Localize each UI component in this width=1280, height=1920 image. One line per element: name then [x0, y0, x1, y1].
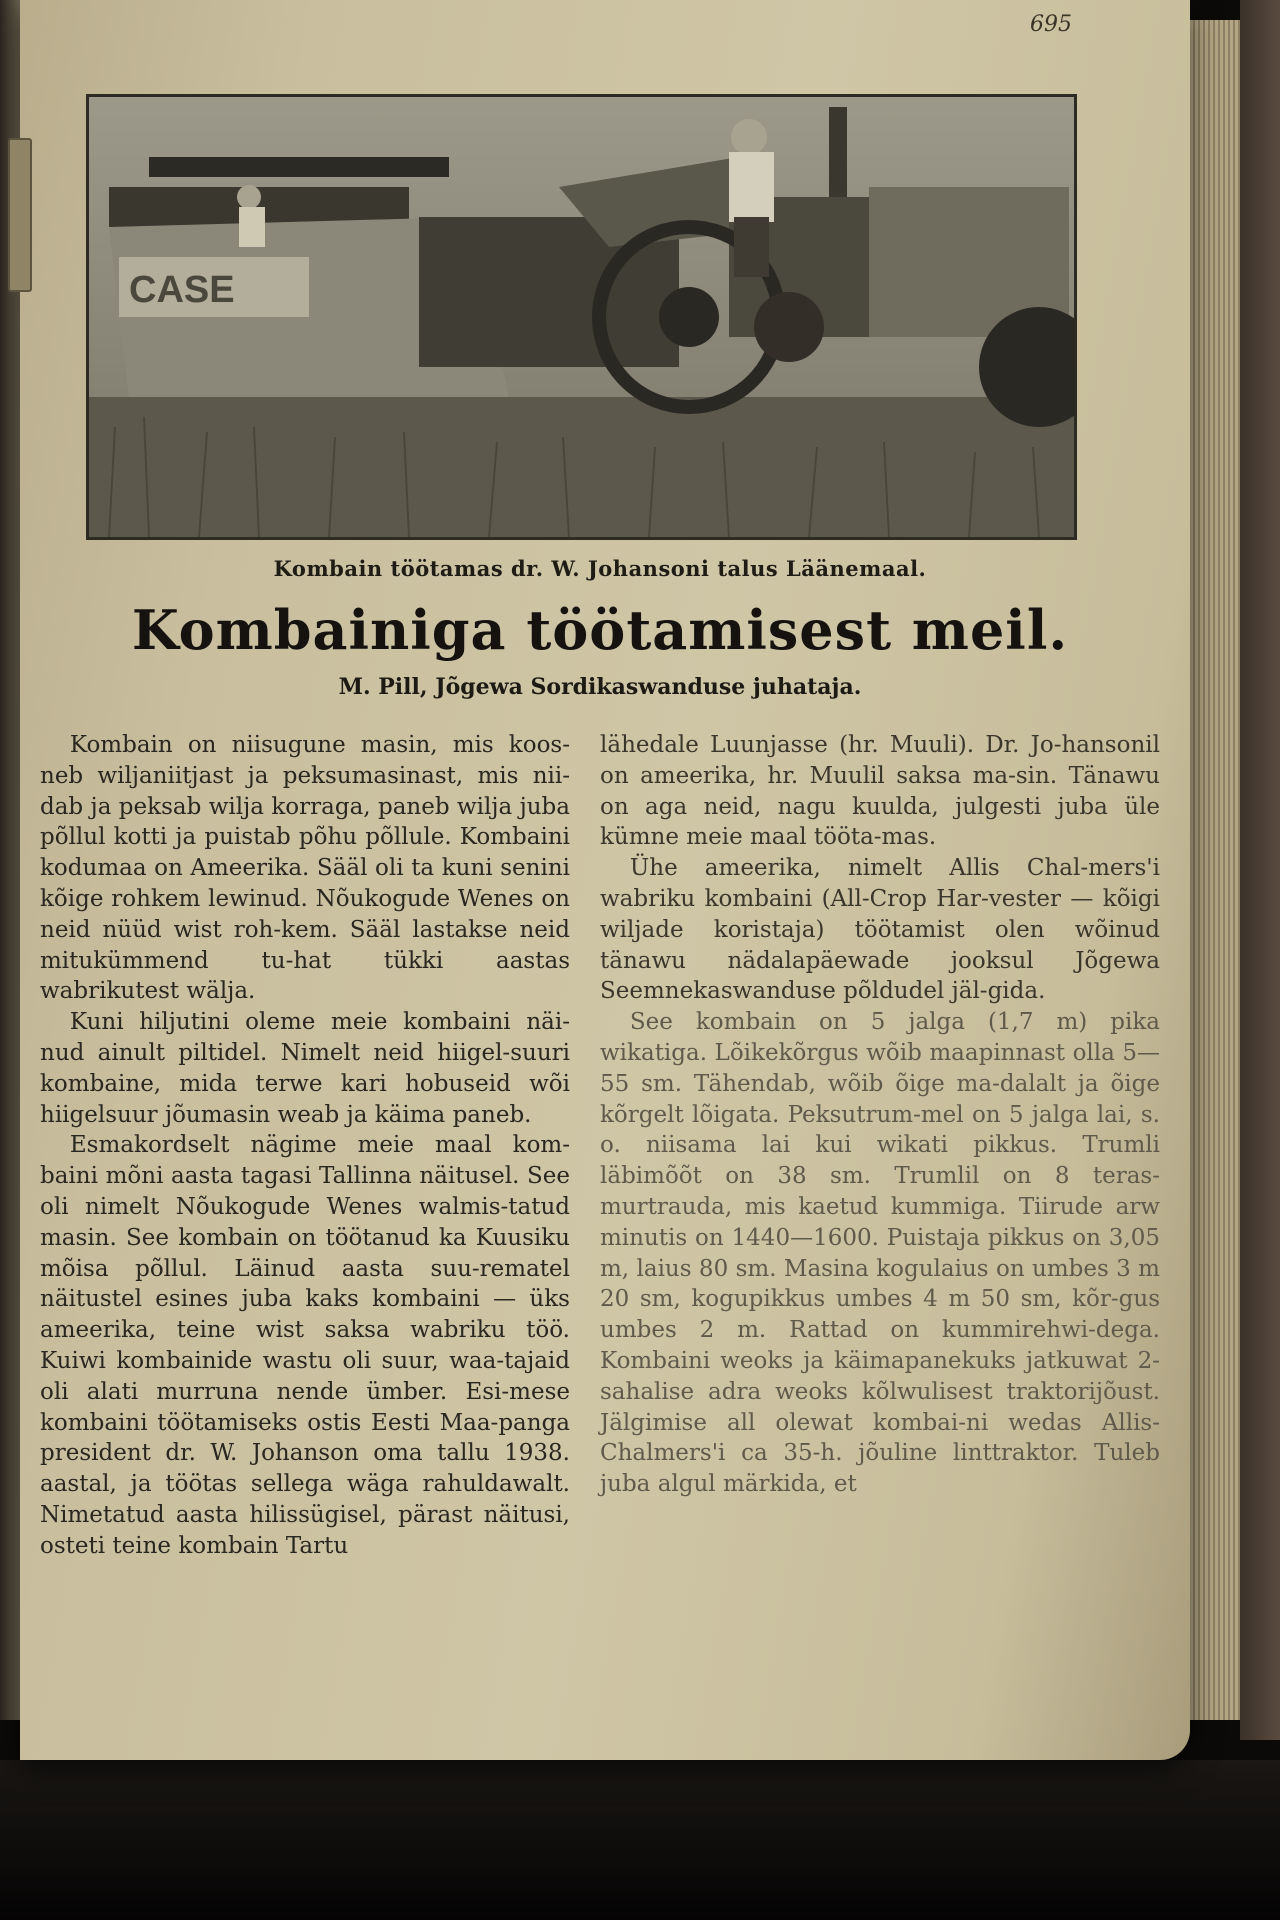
photo-illustration [89, 97, 1074, 537]
article-byline: M. Pill, Jõgewa Sordikaswanduse juhataja. [338, 674, 862, 700]
background-dark-surface [0, 1760, 1280, 1920]
page-number: 695 [1030, 12, 1072, 37]
paragraph: See kombain on 5 jalga (1,7 m) pika wikatiga. Lõikekõrgus wõib maapinnast olla 5—55 sm. Tähendab, wõib õige ma-dalalt ja õige kõrgelt lõigata. Peksutrum-mel on 5 jalga lai, s. o. niisama lai kui wikati pikkus. Trumli läbimõõt on 38 sm. Trumlil on 8 teras-murtrauda, mis kaetud kummiga. Tiirude arw minutis on 1440—1600. Puistaja pikkus on 3,05 m, laius 80 sm. Masina kogulaius on umbes 3 m 20 sm, kogupikkus umbes 4 m 50 sm, kõr-gus umbes 2 m. Rattad on kummirehwi-dega. Kombaini weoks ja käimapanekuks jatkuwat 2-sahalise adra weoks kõlwulisest traktorijõust. Jälgimise all olewat kombai-ni wedas Allis-Chalmers'i ca 35-h. jõuline linttraktor. Tuleb juba algul märkida, et [600, 1009, 1160, 1498]
photo-caption: Kombain töötamas dr. W. Johansoni talus Läänemaal. [273, 556, 927, 581]
paragraph: Kombain on niisugune masin, mis koos-neb wiljaniitjast ja peksumasinast, mis nii-dab ja peksab wilja korraga, paneb wilja juba põllul kotti ja puistab põhu põllule. Kombaini kodumaa on Ameerika. Sääl oli ta kuni senini kõige rohkem lewinud. Nõukogude Wenes on neid nüüd wist roh-kem. Sääl lastakse neid mitukümmend tu-hat tükki aastas wabrikutest wälja. [40, 732, 570, 1005]
paragraph: lähedale Luunjasse (hr. Muuli). Dr. Jo-hansonil on ameerika, hr. Muulil saksa ma-sin. Tänawu on aga neid, nagu kuulda, julgesti juba üle kümne meie maal tööta-mas. [600, 732, 1160, 851]
book-cover [1240, 0, 1280, 1740]
machine-lettering: CASE [129, 269, 235, 311]
paragraph: Esmakordselt nägime meie maal kom-baini mõni aasta tagasi Tallinna näitusel. See oli nimelt Nõukogude Wenes walmis-tatud masin. See kombain on töötanud ka Kuusiku mõisa põllul. Läinud aasta suu-rematel näitustel esines juba kaks kombaini — üks ameerika, teine wist saksa wabriku töö. Kuiwi kombainide wastu oli suur, waa-tajaid oli alati murruna nende ümber. Esi-mese kombaini töötamiseks ostis Eesti Maa-panga president dr. W. Johanson oma tallu 1938. aastal, ja töötas sellega wäga rahuldawalt. Nimetatud aasta hilissügisel, pärast näitusi, osteti teine kombain Tartu [40, 1132, 570, 1559]
paragraph: Ühe ameerika, nimelt Allis Chal-mers'i wabriku kombaini (All-Crop Har-vester — kõigi wiljade koristaja) töötamist olen wõinud tänawu nädalapäewade jooksul Jõgewa Seemnekaswanduse põldudel jäl-gida. [600, 855, 1160, 1005]
photo-field [89, 397, 1074, 537]
article-title: Kombainiga töötamisest meil. [131, 598, 1069, 662]
column-right [600, 730, 1160, 1500]
column-left [40, 730, 570, 1562]
paragraph: Kuni hiljutini oleme meie kombaini näi-nud ainult piltidel. Nimelt neid hiigel-suuri kombaine, mida terwe kari hobuseid wõi hiigelsuur jõumasin weab ja käima paneb. [40, 1009, 570, 1128]
combine-harvester-photo [86, 94, 1077, 540]
binding-tab [8, 138, 32, 292]
